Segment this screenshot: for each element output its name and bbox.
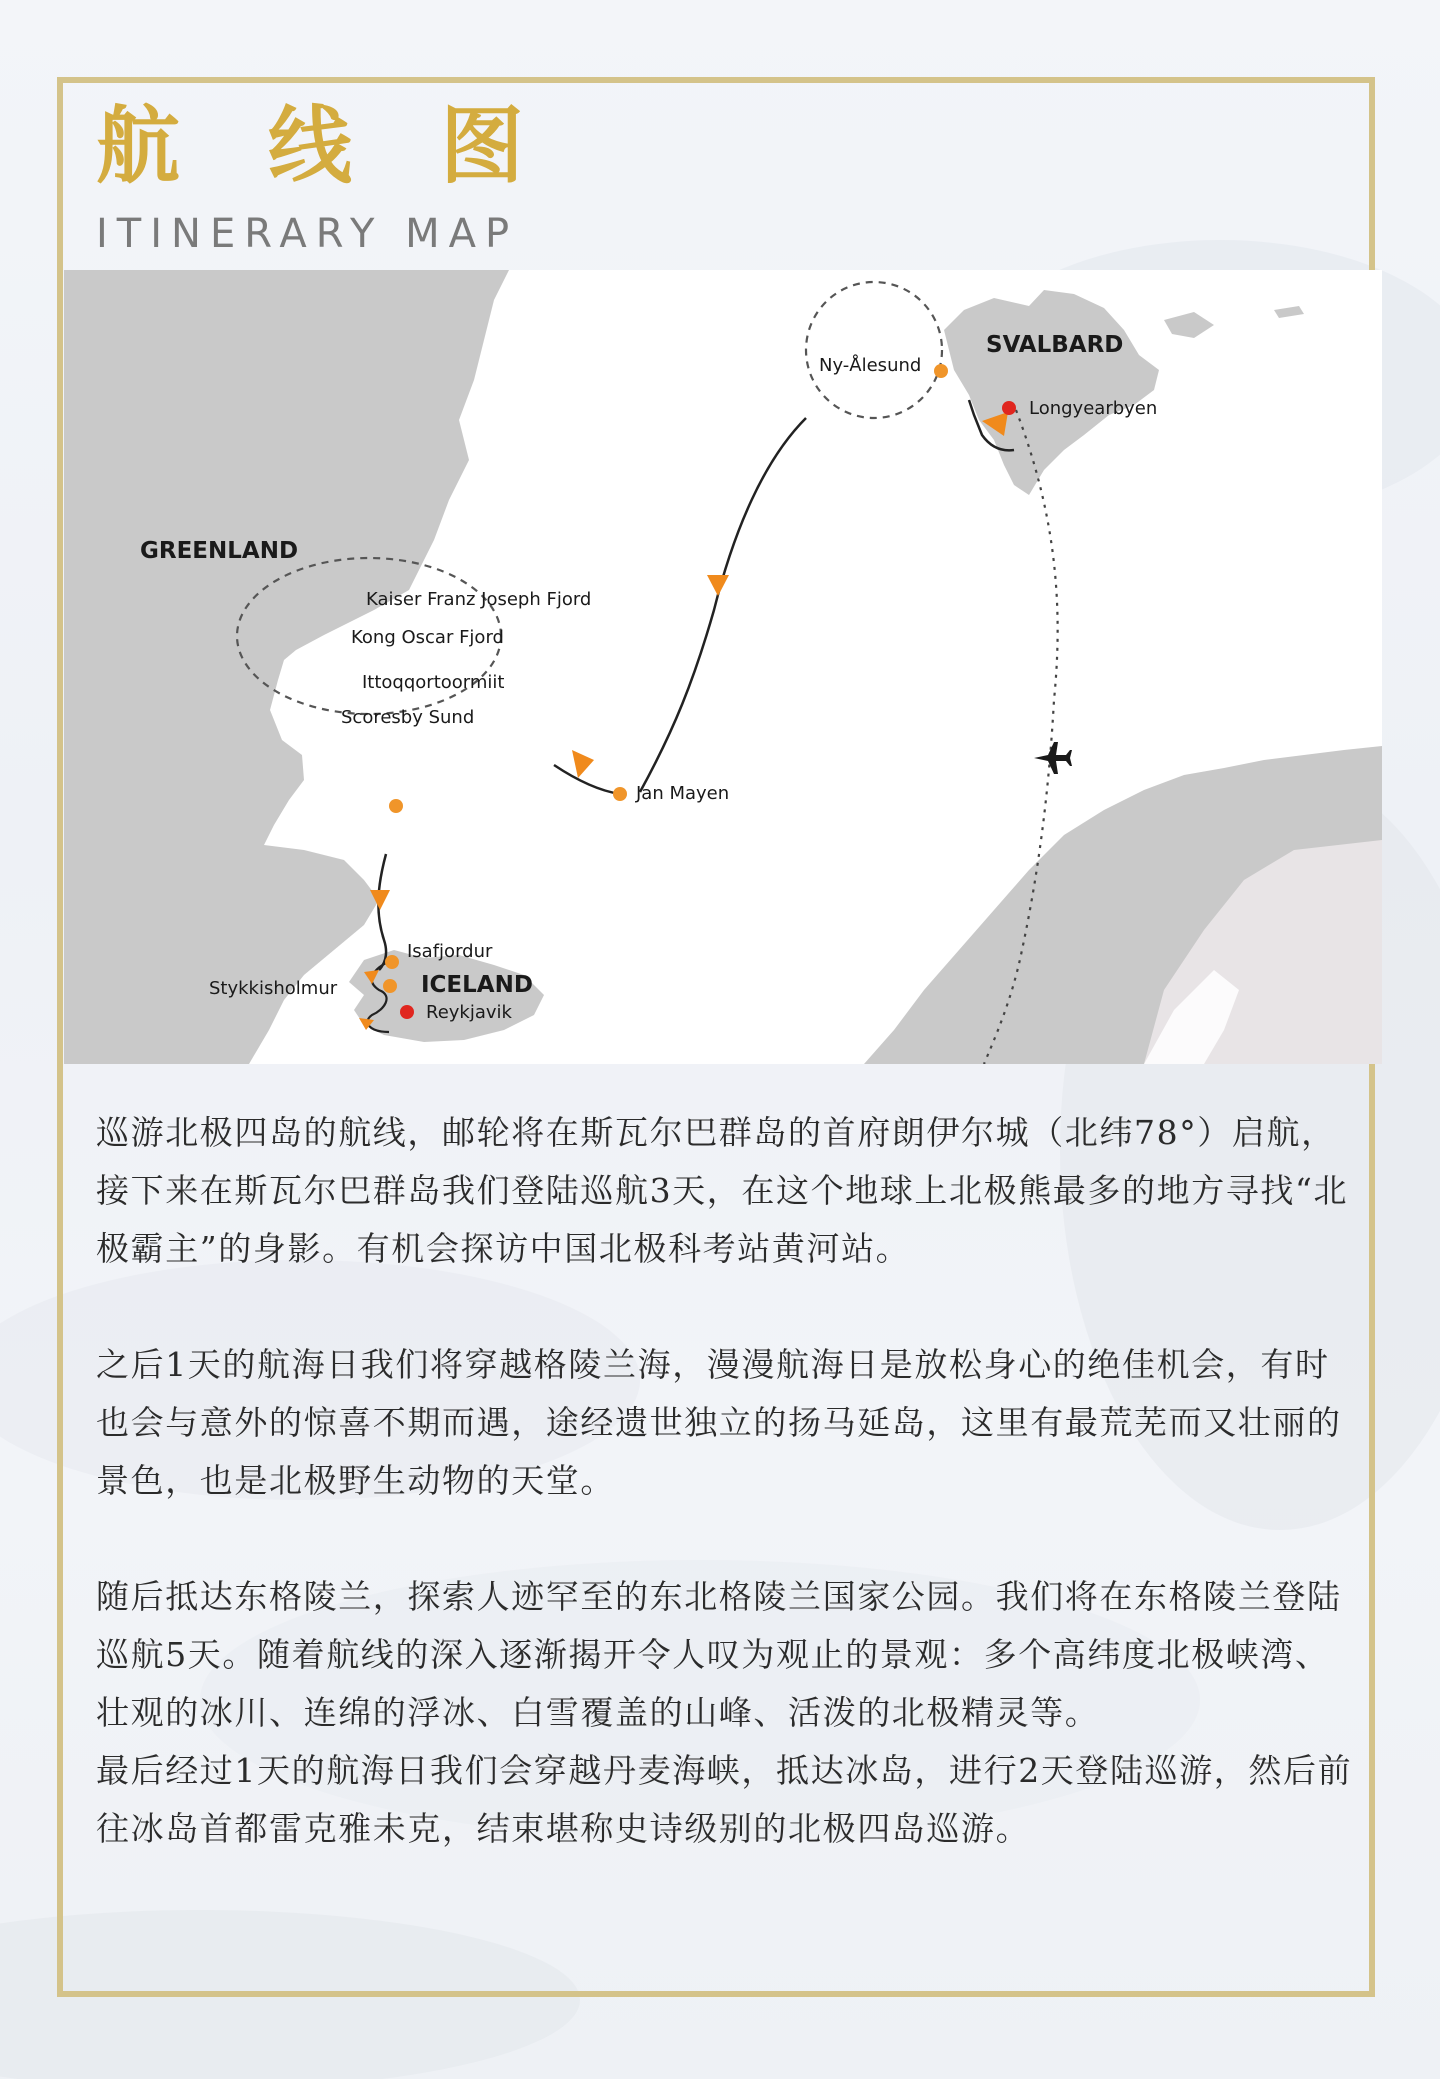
label-reykjavik: Reykjavik	[426, 1002, 512, 1023]
port-dot-scoresby	[389, 799, 403, 813]
label-stykkisholmur: Stykkisholmur	[209, 978, 338, 999]
label-kong-oscar: Kong Oscar Fjord	[351, 627, 504, 648]
itinerary-description	[96, 1104, 1358, 1858]
port-dot-jan-mayen	[613, 787, 627, 801]
svalbard-islet-2	[1274, 306, 1304, 318]
port-dot-longyearbyen	[1002, 401, 1016, 415]
paragraph-iceland: 最后经过1天的航海日我们会穿越丹麦海峡，抵达冰岛，进行2天登陆巡游，然后前往冰岛首都雷克雅未克，结束堪称史诗级别的北极四岛巡游。	[96, 1751, 1353, 1848]
paragraph-greenland-sea: 之后1天的航海日我们将穿越格陵兰海，漫漫航海日是放松身心的绝佳机会，有时也会与意外的惊喜不期而遇，途经遗世独立的扬马延岛，这里有最荒芜而又壮丽的景色，也是北极野生动物的天堂。	[96, 1345, 1342, 1500]
airplane-icon	[1034, 742, 1072, 774]
paragraph-east-greenland: 随后抵达东格陵兰，探索人迹罕至的东北格陵兰国家公园。我们将在东格陵兰登陆巡航5天。随着航线的深入逐渐揭开令人叹为观止的景观：多个高纬度北极峡湾、壮观的冰川、连绵的浮冰、白雪覆盖的山峰、活泼的北极精灵等。	[96, 1577, 1342, 1732]
route-to-jan-mayen	[640, 418, 806, 792]
svalbard-islet	[1164, 312, 1214, 338]
itinerary-map	[64, 270, 1382, 1064]
label-isafjordur: Isafjordur	[407, 941, 493, 962]
paragraph-svalbard: 巡游北极四岛的航线，邮轮将在斯瓦尔巴群岛的首府朗伊尔城（北纬78°）启航，接下来在斯瓦尔巴群岛我们登陆巡航3天，在这个地球上北极熊最多的地方寻找“北极霸主”的身影。有机会探访中国北极科考站黄河站。	[96, 1113, 1349, 1268]
page-subtitle: ITINERARY MAP	[96, 211, 519, 257]
map-canvas	[64, 270, 1382, 1064]
port-dot-ny-alesund	[934, 364, 948, 378]
label-kaiser-franz: Kaiser Franz Joseph Fjord	[366, 589, 592, 610]
port-dot-isafjordur	[385, 955, 399, 969]
label-scoresby: Scoresby Sund	[341, 707, 475, 728]
label-svalbard: SVALBARD	[986, 332, 1124, 358]
label-ny-alesund: Ny-Ålesund	[819, 355, 922, 376]
route-arrow	[572, 750, 594, 778]
route-jan-mayen-to-greenland	[554, 765, 620, 794]
port-dot-reykjavik	[400, 1005, 414, 1019]
route-greenland-to-iceland	[378, 854, 386, 970]
label-greenland: GREENLAND	[140, 538, 299, 564]
label-ittoqqortoormiit: Ittoqqortoormiit	[362, 672, 505, 693]
svalbard-landmass	[944, 290, 1159, 495]
route-arrow	[707, 575, 729, 596]
label-iceland: ICELAND	[421, 972, 533, 998]
svalbard-zone-circle	[806, 282, 942, 418]
port-dot-stykkisholmur	[383, 979, 397, 993]
page-title: 航线图	[96, 96, 613, 195]
label-longyearbyen: Longyearbyen	[1029, 398, 1158, 419]
label-jan-mayen: Jan Mayen	[636, 783, 730, 804]
